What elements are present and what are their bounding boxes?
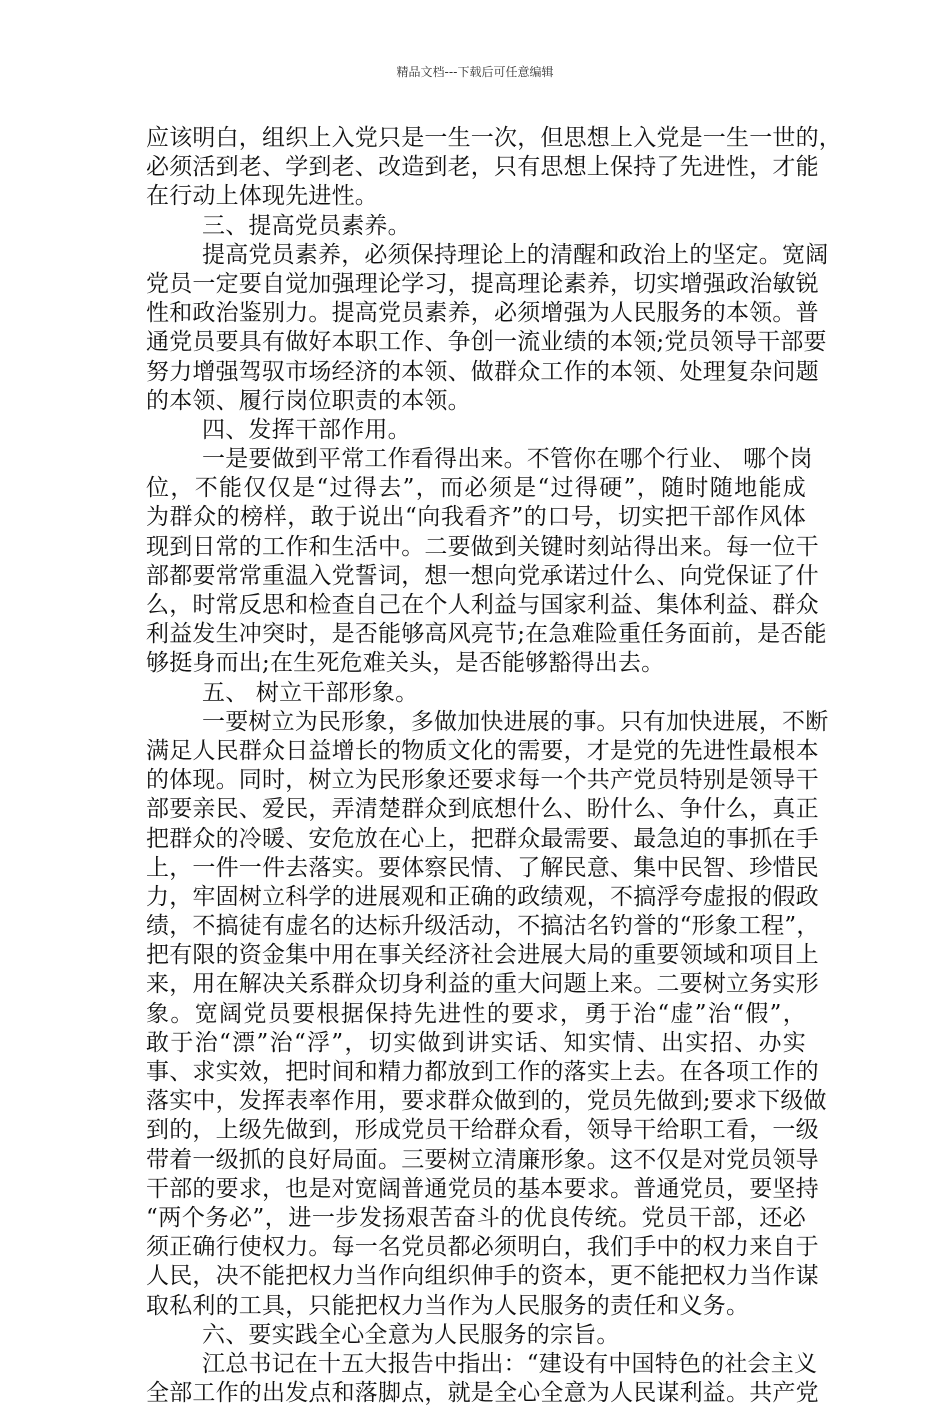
paragraph-line: 带着一级抓的良好局面。三要树立清廉形象。这不仅是对党员领导 [146,1146,819,1173]
paragraph-line: 事、求实效，把时间和精力都放到工作的落实上去。在各项工作的 [146,1059,819,1085]
paragraph-last-line: 的本领、履行岗位职责的本领。 [146,387,471,414]
paragraph-line: 象。宽阔党员要根据保持先进性的要求，勇于治“虚”治“假”， [146,1000,806,1027]
paragraph-line: 绩，不搞徒有虚名的达标升级活动，不搞沽名钓誉的“形象工程”， [146,913,820,940]
section-heading: 四、发挥干部作用。 [202,416,411,443]
paragraph-line: 敢于治“漂”治“浮”，切实做到讲实话、知实情、出实招、办实 [146,1029,806,1056]
paragraph-line: 干部的要求，也是对宽阔普通党员的基本要求。普通党员，要坚持 [146,1175,819,1202]
paragraph-line: 满足人民群众日益增长的物质文化的需要，才是党的先进性最根本 [146,737,819,764]
page-header: 精品文档---下载后可任意编辑 [396,65,554,79]
paragraph-line: 性和政治鉴别力。提高党员素养，必须增强为人民服务的本领。普 [146,300,819,327]
paragraph-last-line: 在行动上体现先进性。 [146,183,378,210]
paragraph-line: 到的，上级先做到，形成党员干给群众看，领导干给职工看，一级 [146,1117,819,1144]
section-heading: 三、提高党员素养。 [202,212,411,239]
paragraph-line: 上，一件一件去落实。要体察民情、了解民意、集中民智、珍惜民 [146,854,819,881]
paragraph-line: 把有限的资金集中用在事关经济社会进展大局的重要领域和项目上 [146,942,819,969]
document-body [146,124,842,1408]
paragraph-line: 人民，决不能把权力当作向组织伸手的资本，更不能把权力当作谋 [146,1263,819,1290]
section-heading: 六、要实践全心全意为人民服务的宗旨。 [202,1321,620,1348]
paragraph-line: 党员一定要自觉加强理论学习，提高理论素养，切实增强政治敏锐 [146,270,819,297]
paragraph-line: 全部工作的出发点和落脚点，就是全心全意为人民谋利益。共产党 [146,1380,819,1407]
paragraph-line: 来，用在解决关系群众切身利益的重大问题上来。二要树立务实形 [146,971,819,998]
paragraph-line: 利益发生冲突时，是否能够高风亮节;在急难险重任务面前，是否能 [146,621,827,648]
paragraph-line: “两个务必”，进一步发扬艰苦奋斗的优良传统。党员干部，还必 [146,1204,806,1231]
paragraph-line: 落实中，发挥表率作用，要求群众做到的，党员先做到;要求下级做 [146,1088,827,1115]
paragraph-last-line: 够挺身而出;在生死危难关头，是否能够豁得出去。 [146,650,665,677]
paragraph-line: 必须活到老、学到老、改造到老，只有思想上保持了先进性，才能 [146,154,819,181]
paragraph-first-line: 提高党员素养，必须保持理论上的清醒和政治上的坚定。宽阔 [202,241,829,268]
paragraph-line: 为群众的榜样，敢于说出“向我看齐”的口号，切实把干部作风体 [146,504,806,531]
paragraph-last-line: 取私利的工具，只能把权力当作为人民服务的责任和义务。 [146,1292,750,1319]
paragraph-line: 通党员要具有做好本职工作、争创一流业绩的本领;党员领导干部要 [146,329,827,356]
paragraph-line: 现到日常的工作和生活中。二要做到关键时刻站得出来。每一位干 [146,533,819,560]
paragraph-first-line: 一是要做到平常工作看得出来。不管你在哪个行业、 哪个岗 [202,446,813,473]
paragraph-line: 把群众的冷暖、安危放在心上，把群众最需要、最急迫的事抓在手 [146,825,819,852]
paragraph-line: 努力增强驾驭市场经济的本领、做群众工作的本领、处理复杂问题 [146,358,819,385]
paragraph-line: 力，牢固树立科学的进展观和正确的政绩观，不搞浮夸虚报的假政 [146,883,819,910]
paragraph-line: 须正确行使权力。每一名党员都必须明白，我们手中的权力来自于 [146,1234,819,1261]
section-heading: 五、 树立干部形象。 [202,679,419,706]
paragraph-first-line: 一要树立为民形象，多做加快进展的事。只有加快进展，不断 [202,708,829,735]
paragraph-first-line: 江总书记在十五大报告中指出：“建设有中国特色的社会主义 [202,1350,818,1377]
paragraph-line: 的体现。同时，树立为民形象还要求每一个共产党员特别是领导干 [146,767,819,794]
paragraph-line: 部都要常常重温入党誓词，想一想向党承诺过什么、向党保证了什 [146,562,819,589]
paragraph-line: 部要亲民、爱民，弄清楚群众到底想什么、盼什么、争什么，真正 [146,796,819,823]
paragraph-line: 应该明白，组织上入党只是一生一次，但思想上入党是一生一世的， [146,125,842,151]
paragraph-line: 位，不能仅仅是“过得去”，而必须是“过得硬”，随时随地能成 [146,475,806,502]
paragraph-line: 么，时常反思和检查自己在个人利益与国家利益、集体利益、群众 [146,592,819,618]
